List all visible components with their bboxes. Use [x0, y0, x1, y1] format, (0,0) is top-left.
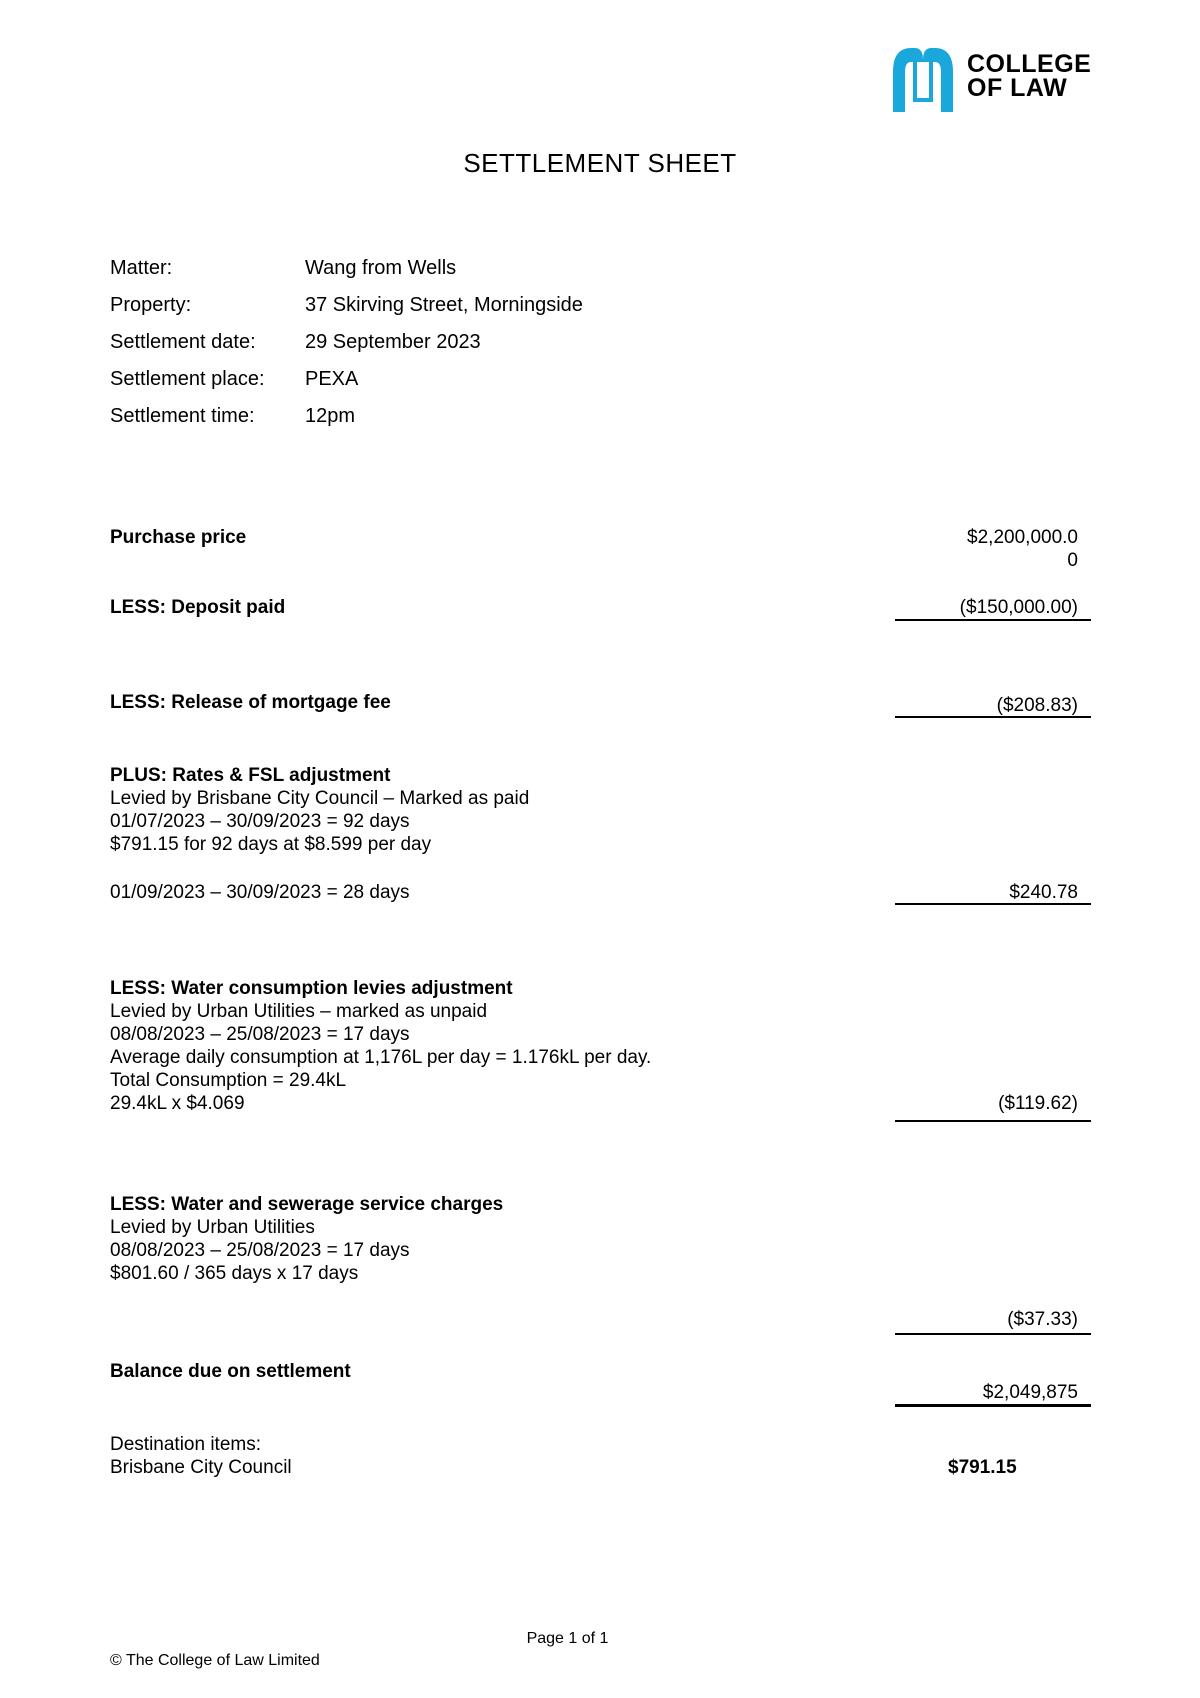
rates-rule [895, 903, 1091, 905]
water-consumption-line-4: Total Consumption = 29.4kL [110, 1070, 347, 1091]
rates-line-1: Levied by Brisbane City Council – Marked as paid [110, 788, 530, 809]
purchase-price-label: Purchase price [110, 527, 247, 548]
rates-line-3: $791.15 for 92 days at $8.599 per day [110, 834, 432, 855]
balance-rule [895, 1404, 1091, 1407]
logo-line-1: COLLEGE [967, 50, 1092, 78]
deposit-label: LESS: Deposit paid [110, 597, 286, 618]
rates-block [110, 764, 529, 856]
matter-value: Wang from Wells [305, 257, 457, 279]
water-service-line-3: $801.60 / 365 days x 17 days [110, 1263, 359, 1284]
destination-item: Brisbane City Council [110, 1457, 292, 1478]
purchase-price-amount-line-2: 0 [1067, 550, 1078, 571]
property-label: Property: [110, 294, 192, 316]
destination-block [110, 1433, 292, 1479]
balance-label: Balance due on settlement [110, 1361, 351, 1382]
balance-amount: $2,049,875 [982, 1382, 1078, 1403]
mortgage-fee-rule [895, 716, 1091, 718]
rates-line-2: 01/07/2023 – 30/09/2023 = 92 days [110, 811, 410, 832]
page-title: SETTLEMENT SHEET [463, 148, 737, 178]
mortgage-fee-amount: ($208.83) [996, 695, 1078, 716]
copyright: © The College of Law Limited [110, 1652, 320, 1669]
water-service-rule [895, 1333, 1091, 1335]
rates-line-4: 01/09/2023 – 30/09/2023 = 28 days [110, 882, 410, 903]
settlement-date-value: 29 September 2023 [305, 331, 481, 353]
water-consumption-label: LESS: Water consumption levies adjustment [110, 978, 513, 999]
rates-amount: $240.78 [1009, 882, 1078, 903]
water-consumption-line-2: 08/08/2023 – 25/08/2023 = 17 days [110, 1024, 410, 1045]
matter-label: Matter: [110, 257, 173, 279]
page-number: Page 1 of 1 [526, 1630, 609, 1647]
destination-label: Destination items: [110, 1434, 262, 1455]
settlement-time-label: Settlement time: [110, 405, 255, 427]
rates-label: PLUS: Rates & FSL adjustment [110, 765, 391, 786]
water-consumption-line-3: Average daily consumption at 1,176L per day = 1.176kL per day. [110, 1047, 652, 1068]
water-service-line-1: Levied by Urban Utilities [110, 1217, 315, 1238]
settlement-time-value: 12pm [305, 405, 356, 427]
settlement-place-value: PEXA [305, 368, 359, 390]
water-consumption-line-1: Levied by Urban Utilities – marked as unpaid [110, 1001, 488, 1022]
destination-amount: $791.15 [948, 1457, 1017, 1478]
water-service-line-2: 08/08/2023 – 25/08/2023 = 17 days [110, 1240, 410, 1261]
water-service-label: LESS: Water and sewerage service charges [110, 1194, 504, 1215]
purchase-price-amount [883, 526, 1078, 572]
settlement-place-label: Settlement place: [110, 368, 265, 390]
deposit-amount: ($150,000.00) [959, 597, 1078, 618]
settlement-date-label: Settlement date: [110, 331, 256, 353]
logo-line-2: OF LAW [967, 74, 1068, 102]
water-consumption-amount: ($119.62) [998, 1093, 1078, 1114]
water-service-block [110, 1193, 503, 1285]
deposit-rule [895, 619, 1091, 621]
property-value: 37 Skirving Street, Morningside [305, 294, 583, 316]
water-service-amount: ($37.33) [1007, 1309, 1078, 1330]
water-consumption-line-5: 29.4kL x $4.069 [110, 1093, 245, 1114]
water-consumption-rule [895, 1120, 1091, 1122]
logo-text [967, 52, 1091, 100]
mortgage-fee-label: LESS: Release of mortgage fee [110, 692, 391, 713]
college-of-law-logo-icon [887, 42, 959, 114]
purchase-price-amount-line-1: $2,200,000.0 [967, 527, 1078, 548]
water-consumption-block [110, 977, 651, 1115]
